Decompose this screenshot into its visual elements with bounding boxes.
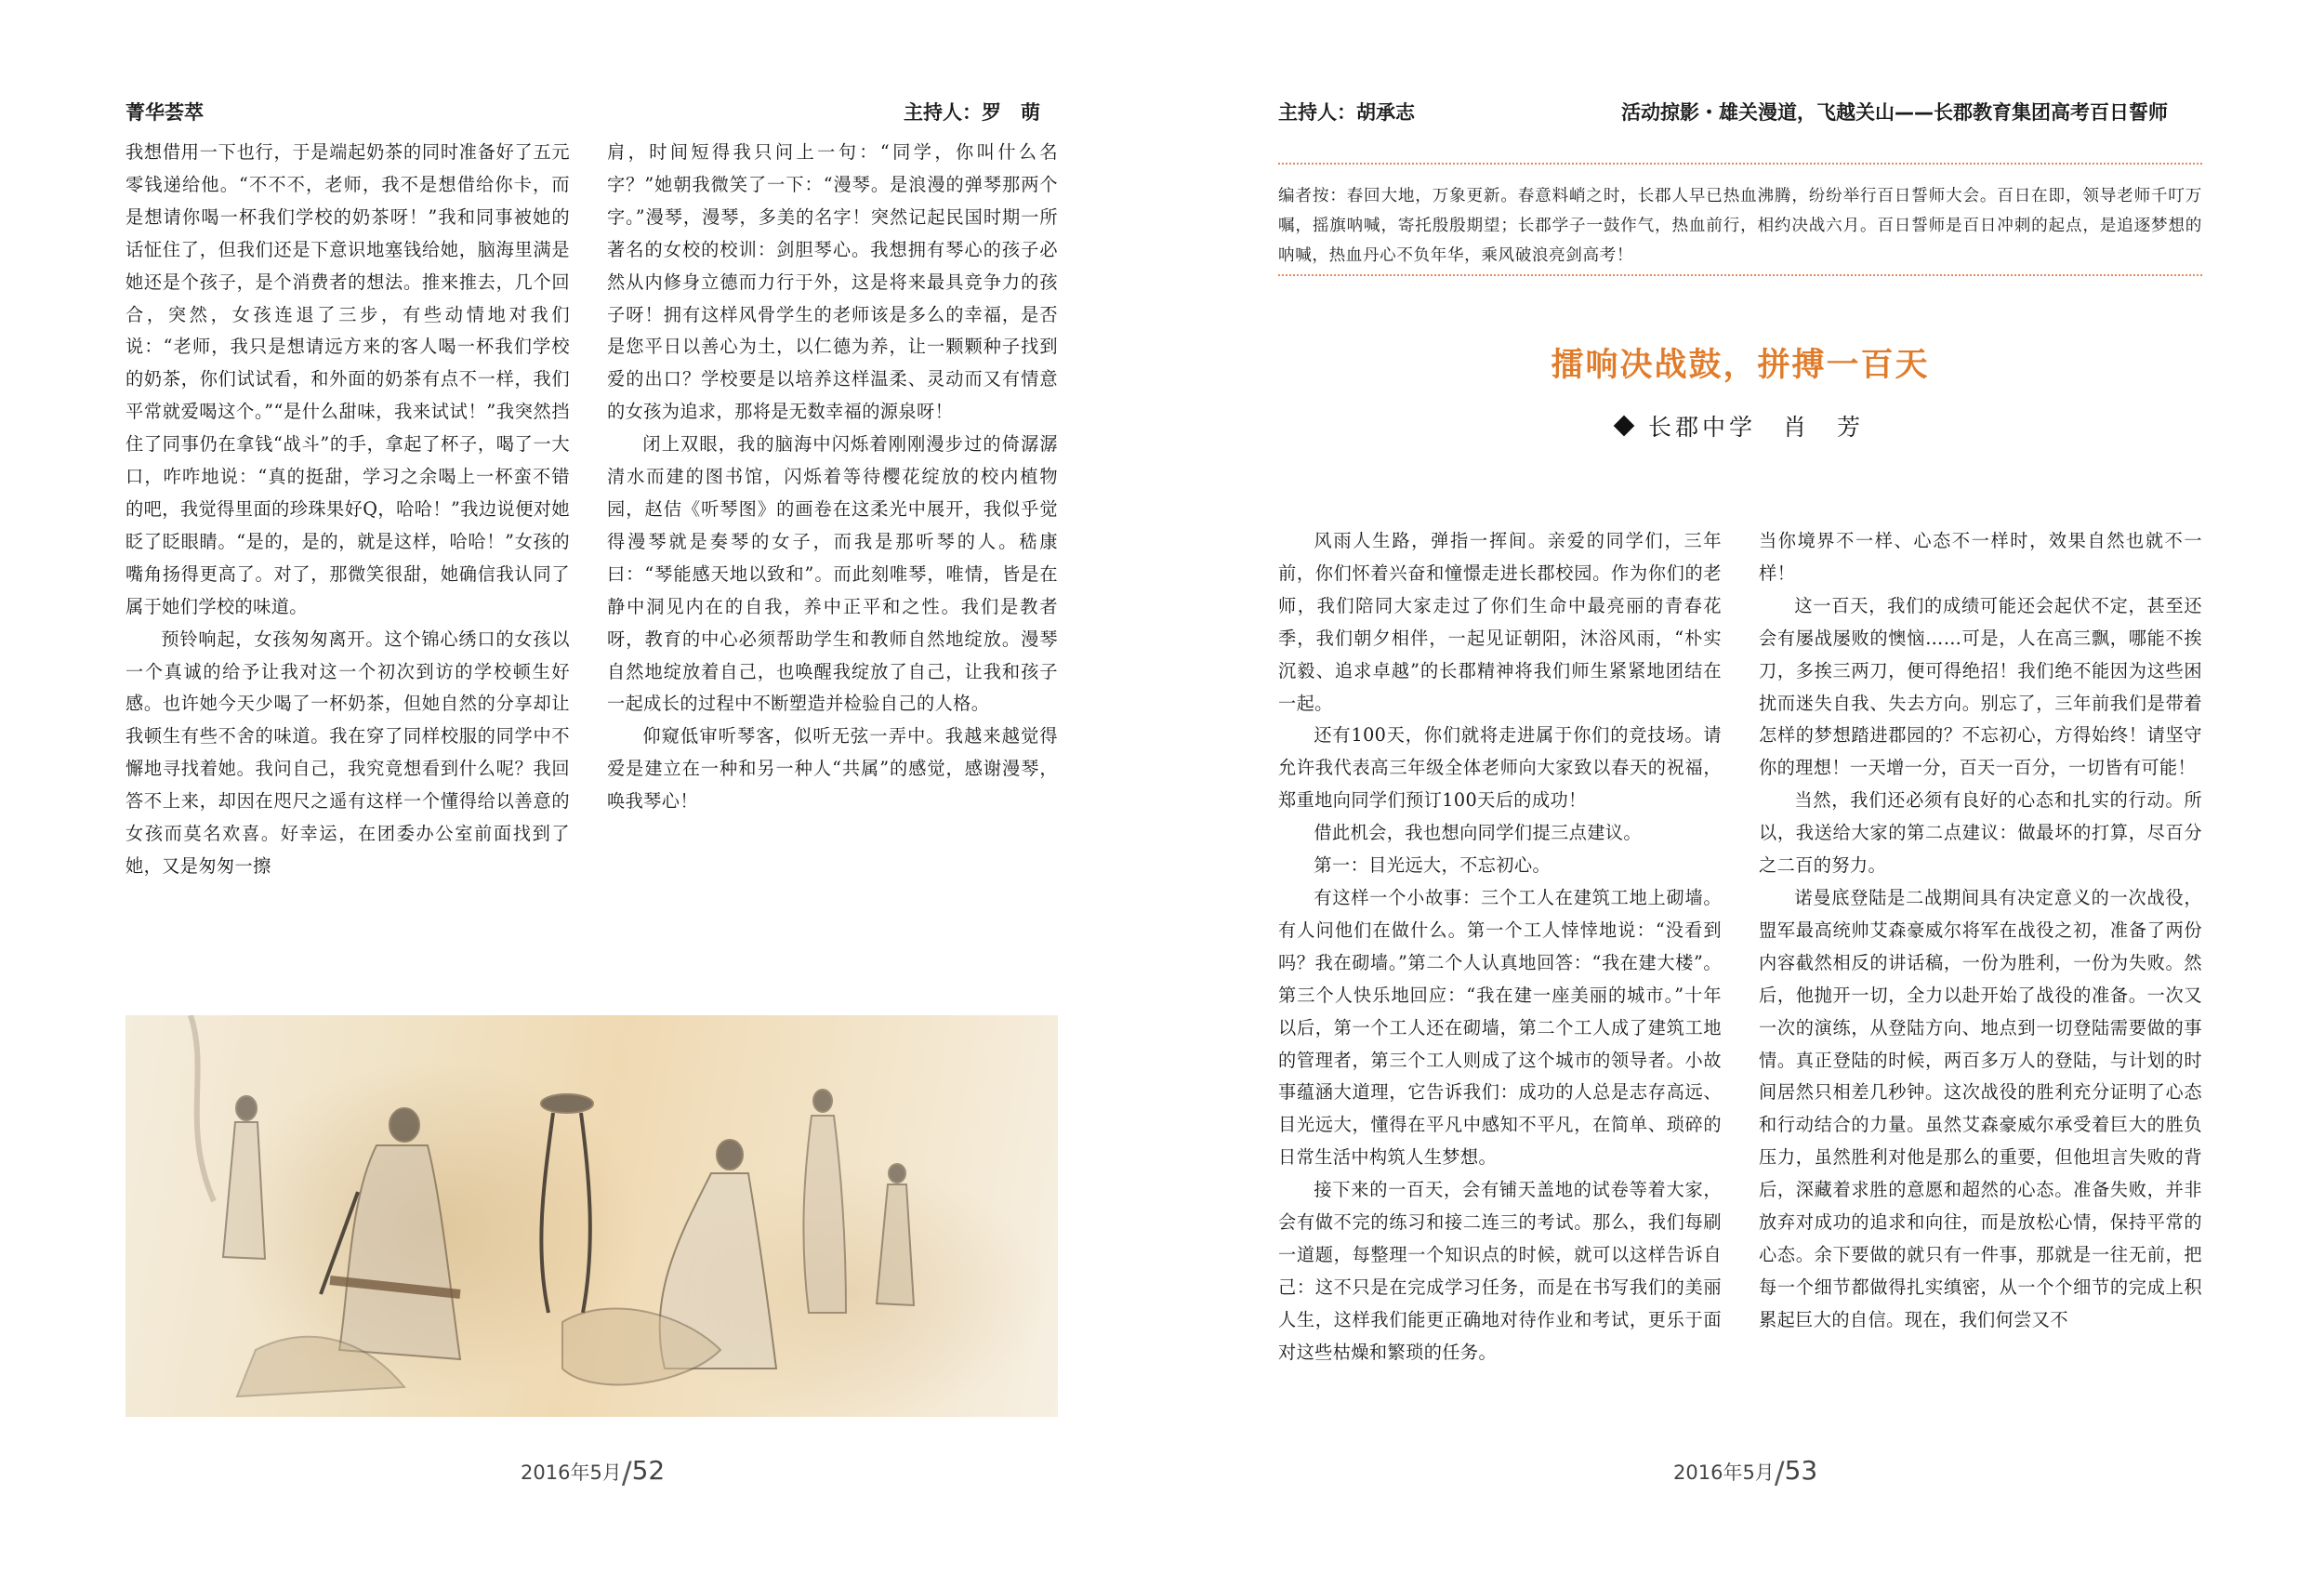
right-folio-date: 2016年5月: [1673, 1461, 1775, 1484]
paragraph: 借此机会，我也想向同学们提三点建议。: [1314, 822, 1642, 844]
paragraph: 肩，时间短得我只问上一句：“同学，你叫什么名字？”她朝我微笑了一下：“漫琴。是浪漫的弹琴那两个字。”漫琴，漫琴，多美的名字！突然记起民国时期一所著名的女校的校训：剑胆琴心。我想拥有琴心的孩子必然从内修身立德而力行于外，这是将来最具竞争力的孩子呀！拥有这样风骨学生的老师该是多么的幸福，是否是您平日以善心为土，以仁德为养，让一颗颗种子找到爱的出口？学校要是以培养这样温柔、灵动而又有情意的女孩为追求，那将是无数幸福的源泉呀！: [607, 141, 1058, 423]
paragraph: 接下来的一百天，会有铺天盖地的试卷等着大家，会有做不完的练习和接二连三的考试。那么，我们每刷一道题，每整理一个知识点的时候，就可以这样告诉自己：这不只是在完成学习任务，而是在书写我们的美丽人生，这样我们能更正确地对待作业和考试，更乐于面对这些枯燥和繁琐的任务。: [1278, 1179, 1722, 1363]
left-folio: 2016年5月/52: [521, 1455, 666, 1490]
byline: [1278, 409, 2202, 443]
paragraph: 闭上双眼，我的脑海中闪烁着刚刚漫步过的倚潺潺清水而建的图书馆，闪烁着等待樱花绽放的校内植物园，赵佶《听琴图》的画卷在这柔光中展开，我似乎觉得漫琴就是奏琴的女子，而我是那听琴的人。嵇康曰：“琴能感天地以致和”。而此刻唯琴，唯情，皆是在静中洞见内在的自我，养中正平和之性。我们是教者呀，教育的中心必须帮助学生和教师自然地绽放。漫琴自然地绽放着自己，也唤醒我绽放了自己，让我和孩子一起成长的过程中不断塑造并检验自己的人格。: [607, 433, 1058, 715]
byline-text: 长郡中学 肖 芳: [1647, 414, 1864, 441]
paragraph: 诺曼底登陆是二战期间具有决定意义的一次战役，盟军最高统帅艾森豪威尔将军在战役之初，准备了两份内容截然相反的讲话稿，一份为胜利，一份为失败。然后，他抛开一切，全力以赴开始了战役的准备。一次又一次的演练，从登陆方向、地点到一切登陆需要做的事情。真正登陆的时候，两百多万人的登陆，与计划的时间居然只相差几秒钟。这次战役的胜利充分证明了心态和行动结合的力量。虽然艾森豪威尔承受着巨大的胜负压力，虽然胜利对他是那么的重要，但他坦言失败的背后，深藏着求胜的意愿和超然的心态。准备失败，并非放弃对成功的追求和向往，而是放松心情，保持平常的心态。余下要做的就只有一件事，那就是一往无前，把每一个细节都做得扎实缜密，从一个个细节的完成上积累起巨大的自信。现在，我们何尝又不: [1759, 886, 2202, 1330]
left-column-1: [125, 137, 570, 987]
right-host-header: 主持人：胡承志: [1278, 101, 1415, 124]
paragraph: 我想借用一下也行，于是端起奶茶的同时准备好了五元零钱递给他。“不不不，老师，我不是想借给你卡，而是想请你喝一杯我们学校的奶茶呀！”我和同事被她的话怔住了，但我们还是下意识地塞钱给她，脑海里满是她还是个孩子，是个消费者的想法。推来推去，几个回合，突然，女孩连退了三步，有些动情地对我们说：“老师，我只是想请远方来的客人喝一杯我们学校的奶茶，你们试试看，和外面的奶茶有点不一样，我们平常就爱喝这个。”“是什么甜味，我来试试！”我突然挡住了同事仍在拿钱“战斗”的手，拿起了杯子，喝了一大口，咋咋地说：“真的挺甜，学习之余喝上一杯蛮不错的吧，我觉得里面的珍珠果好Q，哈哈！”我边说便对她眨了眨眼睛。“是的，是的，就是这样，哈哈！”女孩的嘴角扬得更高了。对了，那微笑很甜，她确信我认同了属于她们学校的味道。: [125, 141, 570, 617]
right-folio-number: 53: [1784, 1455, 1818, 1486]
paragraph: 这一百天，我们的成绩可能还会起伏不定，甚至还会有屡战屡败的懊恼……可是，人在高三飘，哪能不挨刀，多挨三两刀，便可得绝招！我们绝不能因为这些困扰而迷失自我、失去方向。别忘了，三年前我们是带着怎样的梦想踏进郡园的？不忘初心，方得始终！请坚守你的理想！一天增一分，百天一百分，一切皆有可能！: [1759, 594, 2202, 779]
paragraph: 当然，我们还必须有良好的心态和扎实的行动。所以，我送给大家的第二点建议：做最坏的打算，尽百分之二百的努力。: [1759, 789, 2202, 877]
editor-note: 编者按：春回大地，万象更新。春意料峭之时，长郡人早已热血沸腾，纷纷举行百日誓师大会。百日在即，领导老师千叮万嘱，摇旗呐喊，寄托殷殷期望；长郡学子一鼓作气，热血前行，相约决战六月。百日誓师是百日冲刺的起点，是追逐梦想的呐喊，热血丹心不负年华，乘风破浪亮剑高考！: [1278, 187, 2202, 265]
right-column-1: [1278, 525, 1722, 1418]
article-title: 擂响决战鼓，拼搏一百天: [1551, 346, 1930, 384]
diamond-bullet-icon: [1614, 416, 1635, 437]
paragraph: 第一：目光远大，不忘初心。: [1314, 854, 1552, 877]
editor-note-bottom-rule: [1278, 274, 2202, 276]
paragraph: 当你境界不一样、心态不一样时，效果自然也就不一样！: [1759, 530, 2202, 584]
painting-figures: [125, 1015, 1058, 1417]
paragraph: 仰窥低审听琴客，似听无弦一弄中。我越来越觉得爱是建立在一种和另一种人“共属”的感觉，感谢漫琴，唤我琴心！: [607, 725, 1058, 813]
left-section-header: 菁华荟萃: [125, 101, 204, 124]
left-host-header: 主持人：罗 萌: [904, 101, 1040, 124]
left-folio-date: 2016年5月: [521, 1461, 622, 1484]
left-folio-number: 52: [631, 1455, 666, 1486]
paragraph: 风雨人生路，弹指一挥间。亲爱的同学们，三年前，你们怀着兴奋和憧憬走进长郡校园。作为你们的老师，我们陪同大家走过了你们生命中最亮丽的青春花季，我们朝夕相伴，一起见证朝阳，沐浴风雨，“朴实沉毅、追求卓越”的长郡精神将我们师生紧紧地团结在一起。: [1278, 530, 1722, 714]
paragraph: 预铃响起，女孩匆匆离开。这个锦心绣口的女孩以一个真诚的给予让我对这一个初次到访的学校顿生好感。也许她今天少喝了一杯奶茶，但她自然的分享却让我顿生有些不舍的味道。我在穿了同样校服的同学中不懈地寻找着她。我问自己，我究竟想看到什么呢？我回答不上来，却因在咫尺之遥有这样一个懂得给以善意的女孩而莫名欢喜。好幸运，在团委办公室前面找到了她，又是匆匆一擦: [125, 628, 570, 877]
right-folio: 2016年5月/53: [1673, 1455, 1818, 1490]
right-section-title: 活动掠影・雄关漫道，飞越关山——长郡教育集团高考百日誓师: [1621, 101, 2168, 124]
listening-to-qin-painting: [125, 1015, 1058, 1417]
right-column-2: [1759, 525, 2202, 1418]
editor-note-top-rule: [1278, 163, 2202, 165]
paragraph: 有这样一个小故事：三个工人在建筑工地上砌墙。有人问他们在做什么。第一个工人悻悻地说：“没看到吗？我在砌墙。”第二个人认真地回答：“我在建大楼”。第三个人快乐地回应：“我在建一座美丽的城市。”十年以后，第一个工人还在砌墙，第二个工人成了建筑工地的管理者，第三个工人则成了这个城市的领导者。小故事蕴涵大道理，它告诉我们：成功的人总是志存高远、目光远大，懂得在平凡中感知不平凡，在简单、琐碎的日常生活中构筑人生梦想。: [1278, 886, 1722, 1169]
left-column-2: [607, 137, 1058, 955]
paragraph: 还有100天，你们就将走进属于你们的竞技场。请允许我代表高三年级全体老师向大家致以春天的祝福，郑重地向同学们预订100天后的成功！: [1278, 724, 1722, 812]
